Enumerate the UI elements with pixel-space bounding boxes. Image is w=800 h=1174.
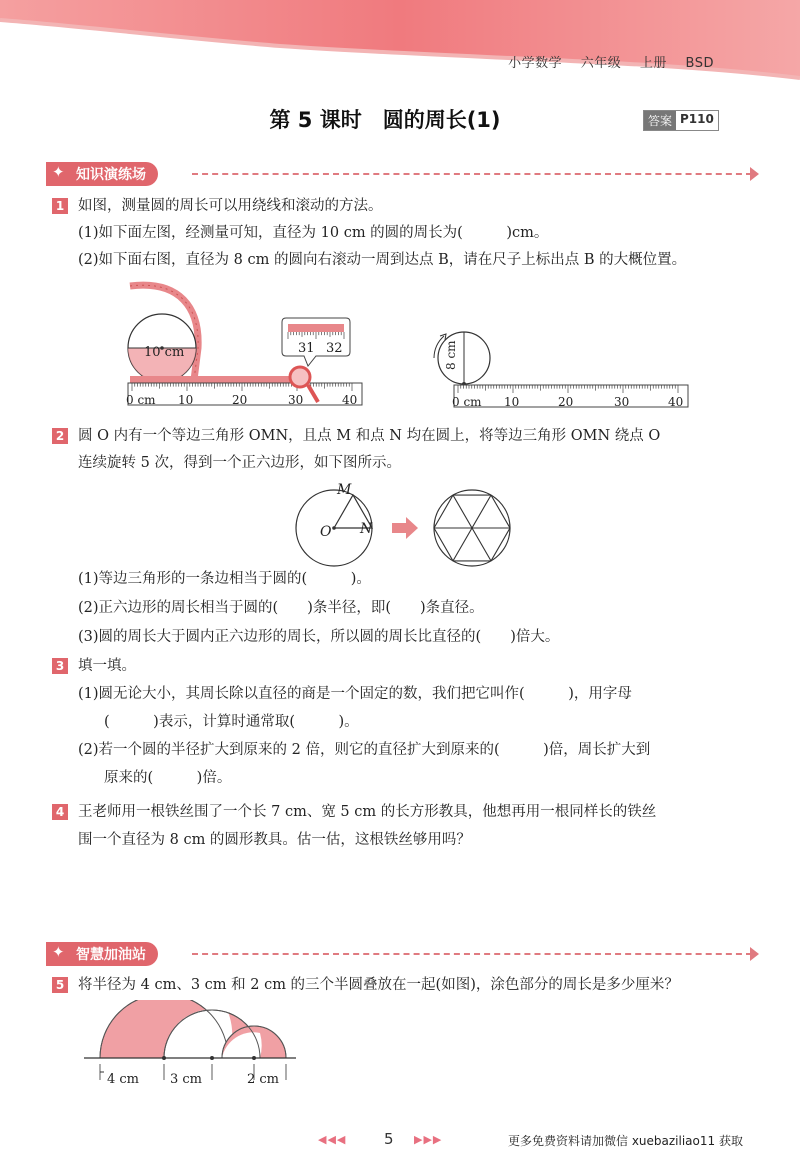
q1-sub2: (2)如下面右图，直径为 8 cm 的圆向右滚动一周到达点 B，请在尺子上标出点 B 的大概位置。 [78,252,687,268]
arrow-icon [750,947,759,961]
callout-tick-label: 31 [298,341,315,356]
ruler-tick-label: 30 [288,393,304,407]
tape-straight [130,376,296,383]
ruler-tick-label: 40 [668,395,684,409]
point-m-label: M [337,482,352,498]
ruler-tick-label: 0 cm [126,393,156,407]
q5-figure [80,1000,300,1096]
q1-left-figure [120,278,380,412]
page-number: 5 [384,1130,394,1148]
answer-page: P110 [680,112,714,126]
dimension-label: 3 cm [170,1072,203,1087]
q1-stem: 如图，测量圆的周长可以用绕线和滚动的方法。 [78,198,383,214]
dimension-label: 2 cm [247,1072,280,1087]
grade-label: 六年级 [580,56,622,71]
diameter-label: 8 cm [444,340,458,370]
ruler-tick-label: 0 cm [452,395,482,409]
q2-sub1: (1)等边三角形的一条边相当于圆的( )。 [78,571,371,587]
prev-page-arrows-icon: ◀◀◀ [318,1133,347,1146]
volume-label: 上册 [639,56,667,71]
q3-sub1-line1: (1)圆无论大小，其周长除以直径的商是一个固定的数，我们把它叫作( )，用字母 [78,686,632,702]
q2-sub2: (2)正六边形的周长相当于圆的( )条半径，即( )条直径。 [78,600,484,616]
edition-label: BSD [685,56,714,71]
point-o-label: O [320,524,332,540]
magnifier-icon [290,367,310,387]
q1-sub1: (1)如下面左图，经测量可知，直径为 10 cm 的圆的周长为( )cm。 [78,225,549,241]
q2-sub3: (3)圆的周长大于圆内正六边形的周长，所以圆的周长比直径的( )倍大。 [78,629,560,645]
subject-label: 小学数学 [508,56,563,71]
footer-note: 更多免费资料请加微信 xuebaziliao11 获取 [508,1134,743,1148]
arrow-right-icon [392,517,418,539]
q3-sub2-line2: 原来的( )倍。 [104,770,232,786]
section-practice-title: 知识演练场 [76,167,146,183]
q4-line1: 王老师用一根铁丝围了一个长 7 cm、宽 5 cm 的长方形教具，他想再用一根同样长的铁丝 [78,804,657,820]
ruler-tick-label: 10 [178,393,194,407]
section-wisdom-header [46,942,158,966]
callout-tick-label: 32 [326,341,343,356]
ruler-tick-label: 40 [342,393,358,407]
section-practice-header [46,162,158,186]
sparkle-icon: ✦ [52,163,65,181]
ruler-tick-label: 20 [558,395,574,409]
ruler-tick-label: 10 [504,395,520,409]
q5-stem: 将半径为 4 cm、3 cm 和 2 cm 的三个半圆叠放在一起(如图)，涂色部分的周长是多少厘米？ [78,977,679,993]
answer-reference [643,110,719,131]
ruler-tick-label: 30 [614,395,630,409]
question-number-3: 3 [52,658,68,674]
q3-sub1-line2: ( )表示，计算时通常取( )。 [104,714,359,730]
point-n-label: N [360,521,373,537]
arrow-icon [750,167,759,181]
header-band [0,0,800,90]
answer-label: 答案 [644,111,676,130]
question-number-2: 2 [52,428,68,444]
lesson-title: 第 5 课时 圆的周长(1) [269,108,501,132]
q3-stem: 填一填。 [78,658,136,674]
ruler-tick-label: 20 [232,393,248,407]
q1-right-figure [424,330,694,412]
q4-line2: 围一个直径为 8 cm 的圆形教具。估一估，这根铁丝够用吗？ [78,832,471,848]
dashed-divider [192,953,752,955]
question-number-4: 4 [52,804,68,820]
grade-info [494,52,714,71]
q2-line2: 连续旋转 5 次，得到一个正六边形，如下图所示。 [78,455,401,471]
q3-sub2-line1: (2)若一个圆的半径扩大到原来的 2 倍，则它的直径扩大到原来的( )倍，周长扩大到 [78,742,651,758]
sparkle-icon: ✦ [52,943,65,961]
q2-figure [284,480,524,570]
next-page-arrows-icon: ▶▶▶ [414,1133,443,1146]
section-wisdom-title: 智慧加油站 [76,947,146,963]
dimension-label: 4 cm [107,1072,140,1087]
diameter-label: 10 cm [144,345,185,360]
dashed-divider [192,173,752,175]
q2-line1: 圆 O 内有一个等边三角形 OMN，且点 M 和点 N 均在圆上，将等边三角形 OMN 绕点 O [78,428,661,444]
question-number-5: 5 [52,977,68,993]
question-number-1: 1 [52,198,68,214]
